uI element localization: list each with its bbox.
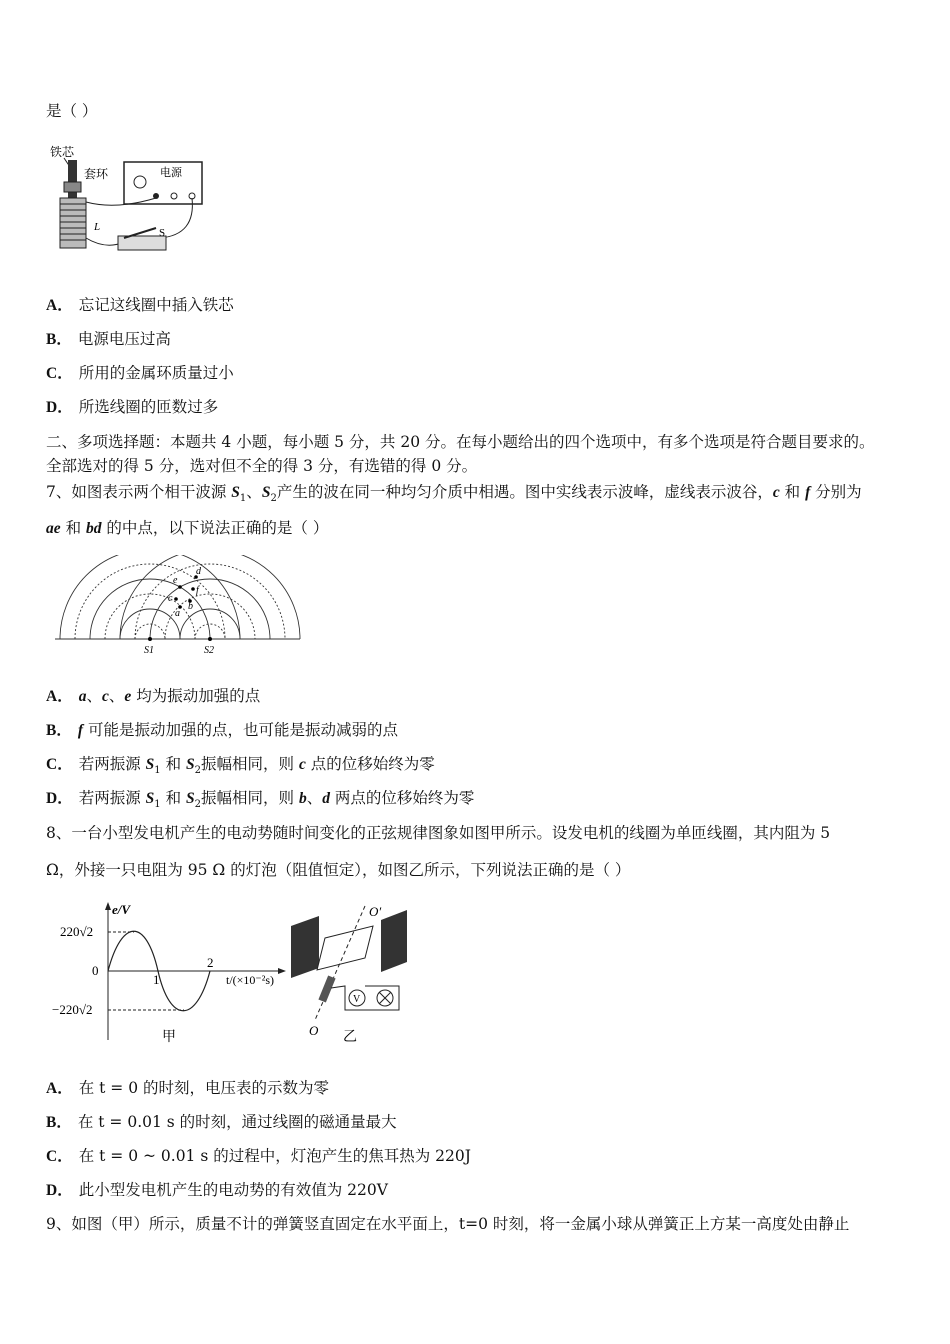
q8-option-d[interactable]: D． 此小型发电机产生的电动势的有效值为 220V [46, 1181, 388, 1199]
magnet-right [381, 910, 407, 972]
coil-apparatus-figure [46, 140, 216, 265]
point-b-label: b [188, 601, 193, 612]
q7-stem-line2: ae 和 bd 的中点，以下说法正确的是（ ） [46, 519, 329, 537]
generator-device-figure [285, 898, 415, 1048]
coil-frame [317, 926, 373, 970]
source-s1-label: S1 [144, 645, 154, 656]
q9-stem-line1: 9、如图（甲）所示，质量不计的弹簧竖直固定在水平面上，t=0 时刻，将一金属小球从弹簧正上方某一高度处由静止 [46, 1215, 850, 1233]
y-axis-label: e/V [112, 902, 131, 917]
x-tick-2: 2 [207, 955, 214, 970]
q8-option-a[interactable]: A． 在 t = 0 的时刻，电压表的示数为零 [46, 1079, 329, 1097]
q7-option-c[interactable]: C． 若两振源 $S_1$ 和 $S_2$振幅相同，则 c 点的位移始终为零 [46, 755, 435, 777]
q6-option-d[interactable]: D． 所选线圈的匝数过多 [46, 398, 219, 416]
section2-line2: 全部选对的得 5 分，选对但不全的得 3 分，有选错的得 0 分。 [46, 457, 478, 475]
q7-stem-line1: 7、如图表示两个相干波源 $S_1$、$S_2$产生的波在同一种均匀介质中相遇。图中实线表示波峰，虚线表示波谷，c 和 f 分别为 [46, 483, 862, 505]
coil-label: L [94, 221, 101, 233]
q8-option-c[interactable]: C． 在 t = 0 ~ 0.01 s 的过程中，灯泡产生的焦耳热为 220J [46, 1147, 471, 1165]
iron-core-label: 铁芯 [50, 145, 75, 159]
q8-stem-line2: Ω，外接一只电阻为 95 Ω 的灯泡（阻值恒定），如图乙所示，下列说法正确的是（ ） [46, 861, 631, 879]
q7-option-b[interactable]: B． f 可能是振动加强的点，也可能是振动减弱的点 [46, 721, 398, 739]
section2-line1: 二、多项选择题：本题共 4 小题，每小题 5 分，共 20 分。在每小题给出的四个选项中，有多个选项是符合题目要求的。 [46, 433, 875, 451]
point-a-label: a [175, 608, 180, 619]
graph-caption: 甲 [162, 1030, 176, 1045]
axis-top-label: O′ [369, 904, 382, 919]
y-tick-zero: 0 [92, 963, 99, 978]
source-s2-label: S2 [204, 645, 214, 656]
q8-stem-line1: 8、一台小型发电机产生的电动势随时间变化的正弦规律图象如图甲所示。设发电机的线圈为单匝线圈，其内阻为 5 [46, 824, 831, 842]
q6-option-b[interactable]: B． 电源电压过高 [46, 330, 171, 348]
y-tick-top: 220√2 [60, 924, 94, 939]
voltmeter-label: V [353, 994, 361, 1005]
coil-windings [60, 198, 86, 248]
x-tick-1: 1 [153, 972, 160, 987]
q6-option-c[interactable]: C． 所用的金属环质量过小 [46, 364, 234, 382]
point-c-label: c [168, 593, 173, 604]
q8-option-b[interactable]: B． 在 t = 0.01 s 的时刻，通过线圈的磁通量最大 [46, 1113, 397, 1131]
wave-interference-figure [50, 555, 305, 660]
point-d-label: d [196, 566, 201, 577]
switch-label: S [159, 227, 166, 239]
emf-sine-graph [50, 898, 295, 1048]
q7-option-a[interactable]: A． a、c、e 均为振动加强的点 [46, 687, 261, 705]
x-axis-label: t/(×10⁻²s) [226, 973, 275, 987]
power-label: 电源 [160, 167, 182, 179]
ring-label: 套环 [84, 167, 109, 181]
q7-option-d[interactable]: D． 若两振源 $S_1$ 和 $S_2$振幅相同，则 b、d 两点的位移始终为零 [46, 789, 475, 811]
axis-bottom-label: O [309, 1023, 319, 1038]
device-caption: 乙 [343, 1030, 357, 1045]
point-e-label: e [173, 575, 178, 586]
point-f-label: f [196, 585, 199, 596]
q6-option-a[interactable]: A． 忘记这线圈中插入铁芯 [46, 296, 234, 314]
question-tail: 是（ ） [46, 102, 98, 120]
magnet-left [291, 916, 319, 978]
y-tick-bottom: −220√2 [52, 1002, 93, 1017]
